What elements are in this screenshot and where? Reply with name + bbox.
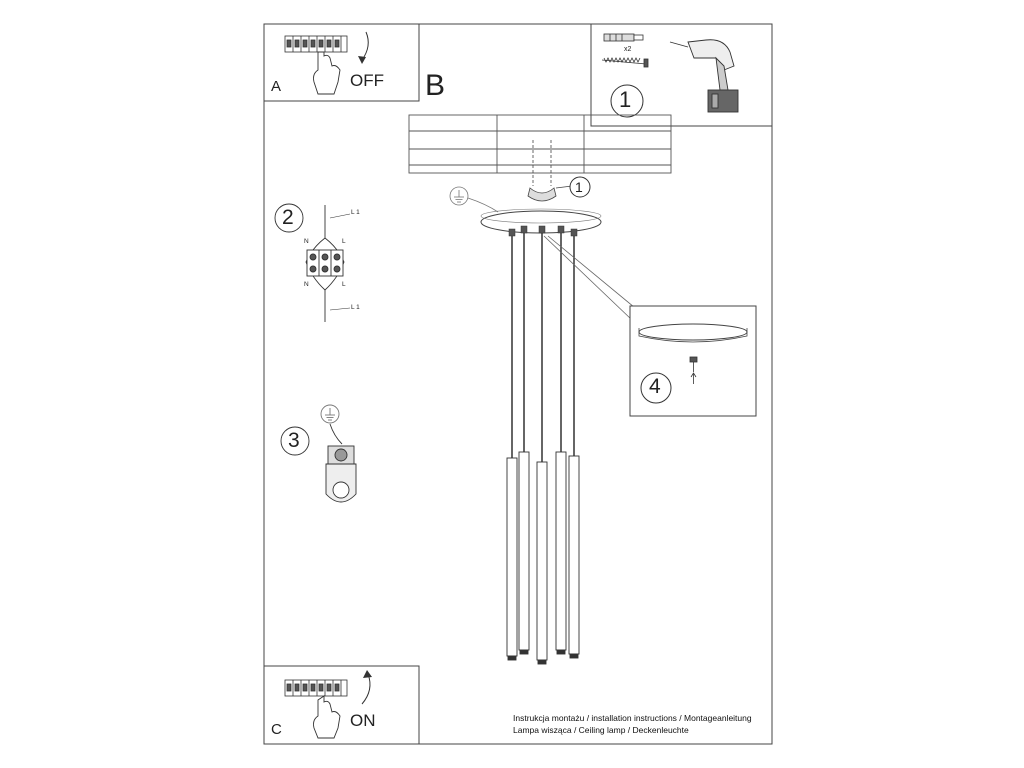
terminal-label: L [342,281,346,288]
tools-count: x2 [624,46,632,53]
panel-b-letter: B [425,69,446,102]
ceiling-block [409,115,671,173]
breaker-strip-c-icon [285,680,347,696]
panel-c-action: ON [350,711,376,730]
hand-c-icon [314,696,341,738]
pendant-tubes [507,233,579,664]
step-4-number: 4 [649,375,661,398]
step-3-number: 3 [288,429,300,452]
caption-line-1: Instrukcja montażu / installation instructions / Montageanleitung [513,713,752,723]
terminal-label: L [342,238,346,245]
step-1-bracket-number: 1 [575,179,583,195]
terminal-label: L 1 [351,209,360,216]
ground-connection [281,405,356,502]
arrow-up-icon [362,674,370,704]
step-1-number: 1 [619,87,632,112]
ground-symbol-icon [450,187,498,212]
panel-c-box [264,666,419,744]
breaker-strip-icon [285,36,347,52]
panel-4-box [630,306,756,416]
drill-icon [670,40,738,112]
panel-a-box [264,24,419,101]
hand-icon [314,52,341,94]
dowel-icon [604,34,643,41]
terminal-label: N [304,281,309,288]
panel-c-letter: C [271,721,282,738]
panel-a-action: OFF [350,71,384,90]
step-2-number: 2 [282,206,294,229]
canopy-detail [639,324,747,340]
panel-a-letter: A [271,78,282,95]
screw-icon [602,58,648,67]
caption-line-2: Lampa wisząca / Ceiling lamp / Deckenleuchte [513,725,689,735]
terminal-label: N [304,238,309,245]
terminal-label: L 1 [351,304,360,311]
arrow-down-icon [362,32,368,60]
